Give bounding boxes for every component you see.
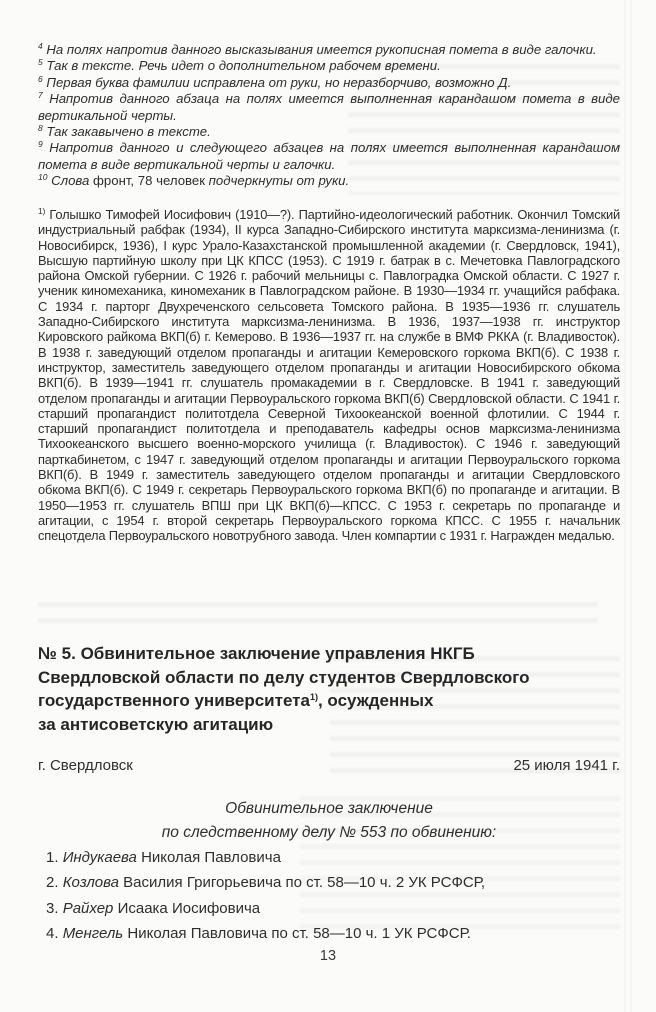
accused-surname: Индукаева [62,849,137,866]
list-item [46,845,620,870]
footnote-marker: 1) [38,206,46,216]
dateline-place: г. Свердловск [38,757,133,774]
document-heading-line: № 5. Обвинительное заключение управления НКГБ [38,644,475,663]
accused-list [46,845,620,947]
list-item [46,896,620,921]
footnote-text: Первая буква фамилии исправлена от руки, но неразборчиво, возможно Д. [46,74,512,90]
footnote-marker: 10 [38,172,48,183]
footnote-ref-marker: 1) [309,692,318,702]
list-item [46,870,620,895]
page-number: 13 [319,948,337,964]
list-item-number: 4. [46,925,59,943]
footnote-marker: 9 [38,139,43,150]
footnote-text: подчеркнуты от руки. [208,173,350,189]
indictment-title-line: Обвинительное заключение [225,800,433,817]
footnote-item [38,207,620,544]
footnote-marker: 5 [38,57,43,68]
biographical-footnote-block [38,207,620,544]
indictment-title [38,797,620,845]
footnote-marker: 4 [38,41,43,51]
accused-surname: Менгель [62,925,124,943]
dateline [38,756,620,775]
list-item-number: 1. [46,849,59,866]
footnote-item [38,124,620,140]
document-heading [38,642,620,736]
footnote-marker: 7 [38,90,43,101]
dateline-date: 25 июля 1941 г. [513,757,620,774]
footnote-text: Голышко Тимофей Иосифович (1910—?). Партийно-идеологический работник. Окончил Томский индустриальный рабфак (1934), II курса Западно-Сибирского института марксизма-ленинизма (г. Новосибирск, 1936), I курс Урало-Казахстанской промышленной академии (г. Свердловск, 1941), Высшую партийную школу при ЦК КПСС (1953). С 1919 г. батрак в с. Мечетовка Павлоградского района Омской губернии. С 1926 г. рабочий мельницы с. Павлоградка Омской области. С 1927 г. ученик киномеханика, киномеханик в Павлоградском районе. В 1930—1934 гг. учащийся рабфака. С 1934 г. парторг Двухреченского сельсовета Томского района. В 1935—1936 гг. слушатель Западно-Сибирского института марксизма-ленинизма. В 1936, 1937—1938 гг. инструктор Кировского райкома ВКП(б) г. Кемерово. В 1936—1937 гг. на службе в ВМФ РККА (г. Владивосток). В 1938 г. заведующий отделом пропаганды и агитации Кемеровского горкома ВКП(б). С 1938 г. инструктор, заместитель заведующего отделом пропаганды и агитации Новосибирского обкома ВКП(б). В 1939—1941 гг. слушатель промакадемии в г. Свердловске. В 1941 г. заведующий отделом пропаганды и агитации Первоуральского горкома ВКП(б) Свердловской области. С 1941 г. старший пропагандист политотдела Северной Тихоокеанской военной флотилии. С 1944 г. старший пропагандист политотдела и преподаватель кафедры основ марксизма-ленинизма Тихоокеанского высшего военно-морского училища (г. Владивосток). С 1946 г. заведующий парткабинетом, с 1947 г. заведующий отделом пропаганды и агитации Первоуральского горкома ВКП(б). В 1949 г. заместитель заведующего отделом пропаганды и агитации Свердловского обкома ВКП(б). С 1949 г. секретарь Первоуральского горкома ВКП(б) по пропаганде и агитации. В 1950—1953 гг. слушатель ВПШ при ЦК ВКП(б)—КПСС. С 1953 г. секретарь по пропаганде и агитации, с 1954 г. второй секретарь Первоуральского горкома КПСС. С 1955 г. начальник спецотдела Первоуральского новотрубного завода. Член компартии с 1931 г. Награжден медалью. [38,207,621,544]
footnote-text: Слова [51,173,90,189]
document-heading-line: государственного университета$^{1)}$, осужденных [38,691,434,710]
document-heading-line: Свердловской области по делу студентов Свердловского [38,667,530,687]
footnote-text: Напротив данного и следующего абзацев на полях имеется выполненная карандашом помета в виде вертикальной черты и галочки. [38,140,620,172]
accused-details: Василия Григорьевича по ст. 58—10 ч. 2 УК РСФСР, [123,874,486,892]
list-item-number: 2. [46,874,59,892]
accused-details: Николая Павловича [141,849,281,866]
list-item-number: 3. [46,899,59,917]
footnote-item [38,140,620,173]
accused-surname: Райхер [62,899,114,917]
editorial-footnotes-block [38,42,620,190]
footnote-text: Напротив данного абзаца на полях имеется выполненная карандашом помета в виде вертикальной черты. [38,91,620,123]
footnote-item [38,173,620,189]
page-crease [624,0,632,1012]
footnote-item [38,91,620,124]
indictment-title-line: по следственному делу № 553 по обвинению: [161,824,497,841]
bleedthrough-ghost [38,598,598,632]
footnote-text: Так в тексте. Речь идет о дополнительном рабочем времени. [46,58,441,74]
document-heading-line: за антисоветскую агитацию [38,714,274,734]
footnote-item [38,42,620,58]
footnote-item [38,58,620,74]
footnote-marker: 8 [38,123,43,134]
footnote-text: На полях напротив данного высказывания имеется рукописная помета в виде галочки. [46,42,597,57]
accused-surname: Козлова [62,874,119,892]
footnote-text: Так закавычено в тексте. [46,124,211,140]
footnote-item [38,75,620,91]
list-item [46,921,620,946]
footnote-marker: 6 [38,73,43,84]
footnote-quoted-words: фронт, 78 человек [93,173,205,189]
accused-details: Исаака Иосифовича [117,899,261,917]
accused-details: Николая Павловича по ст. 58—10 ч. 1 УК РСФСР. [127,925,471,943]
